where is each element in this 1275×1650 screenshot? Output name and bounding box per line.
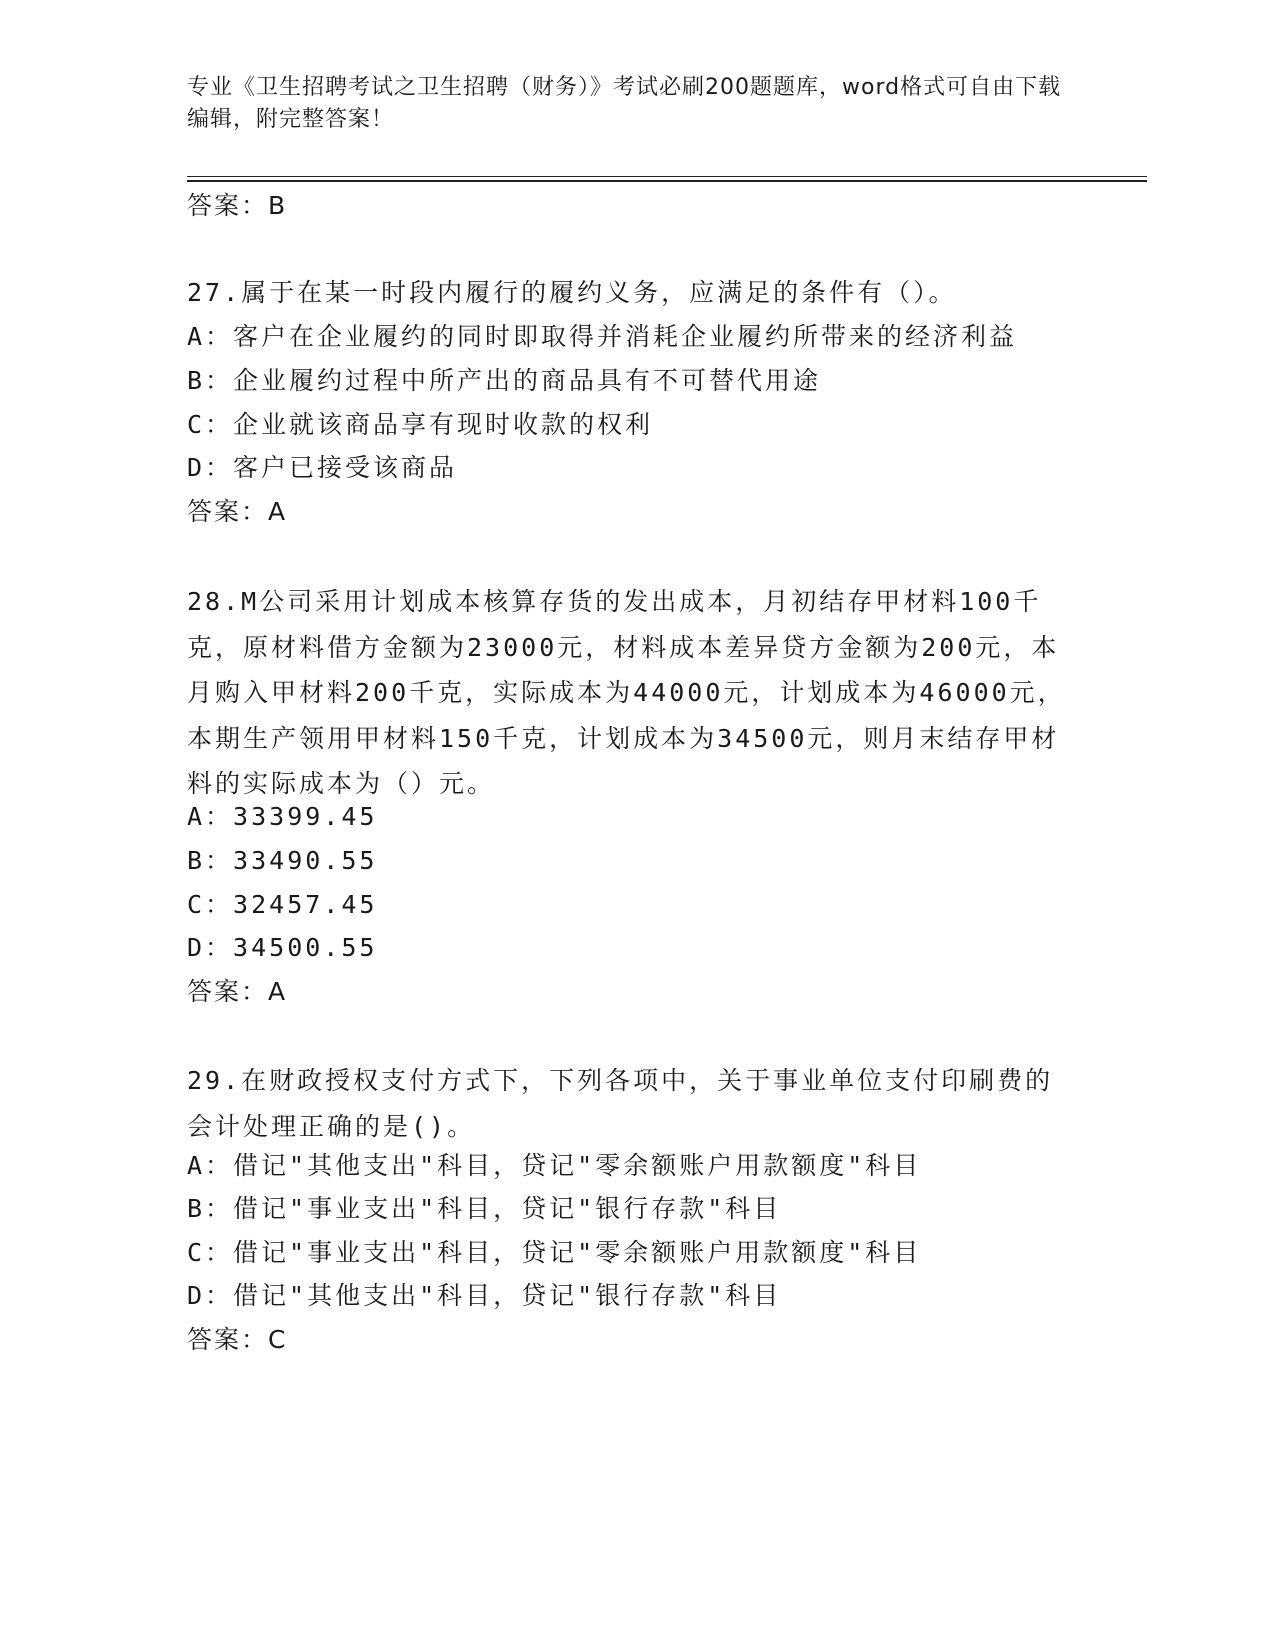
question-28-option-d: D：34500.55	[187, 933, 378, 962]
question-29-stem: 29.在财政授权支付方式下，下列各项中，关于事业单位支付印刷费的会计处理正确的是()。	[187, 1066, 1054, 1141]
question-28-option-a: A：33399.45	[187, 802, 378, 831]
previous-answer: 答案：B	[187, 191, 288, 220]
question-28-option-b: B：33490.55	[187, 846, 378, 875]
question-27-answer: 答案：A	[187, 497, 288, 526]
question-27-option-b: B：企业履约过程中所产出的商品具有不可替代用途	[187, 366, 822, 395]
question-27-option-c: C：企业就该商品享有现时收款的权利	[187, 410, 654, 439]
question-29-option-b: B：借记"事业支出"科目，贷记"银行存款"科目	[187, 1194, 782, 1223]
question-29-option-c: C：借记"事业支出"科目，贷记"零余额账户用款额度"科目	[187, 1238, 922, 1267]
question-27-option-d: D：客户已接受该商品	[187, 453, 458, 482]
question-29-option-a: A：借记"其他支出"科目，贷记"零余额账户用款额度"科目	[187, 1151, 922, 1180]
document-header: 专业《卫生招聘考试之卫生招聘（财务）》考试必刷200题题库，word格式可自由下载编辑，附完整答案！	[187, 75, 1062, 132]
question-28-option-c: C：32457.45	[187, 890, 378, 919]
question-27-stem: 27.属于在某一时段内履行的履约义务，应满足的条件有（）。	[187, 278, 957, 307]
question-28-answer: 答案：A	[187, 977, 288, 1006]
question-27-option-a: A：客户在企业履约的同时即取得并消耗企业履约所带来的经济利益	[187, 322, 1018, 351]
question-29-answer: 答案：C	[187, 1325, 288, 1354]
header-rule-thin	[187, 176, 1147, 177]
question-29-option-d: D：借记"其他支出"科目，贷记"银行存款"科目	[187, 1281, 782, 1310]
header-rule-thick	[187, 180, 1147, 182]
question-28-stem: 28.M公司采用计划成本核算存货的发出成本，月初结存甲材料100千克，原材料借方金额为23000元，材料成本差异贷方金额为200元，本月购入甲材料200千克，实际成本为44000元，计划成本为46000元，本期生产领用甲材料150千克，计划成本为34500元，则月末结存甲材料的实际成本为（）元。	[187, 587, 1066, 798]
